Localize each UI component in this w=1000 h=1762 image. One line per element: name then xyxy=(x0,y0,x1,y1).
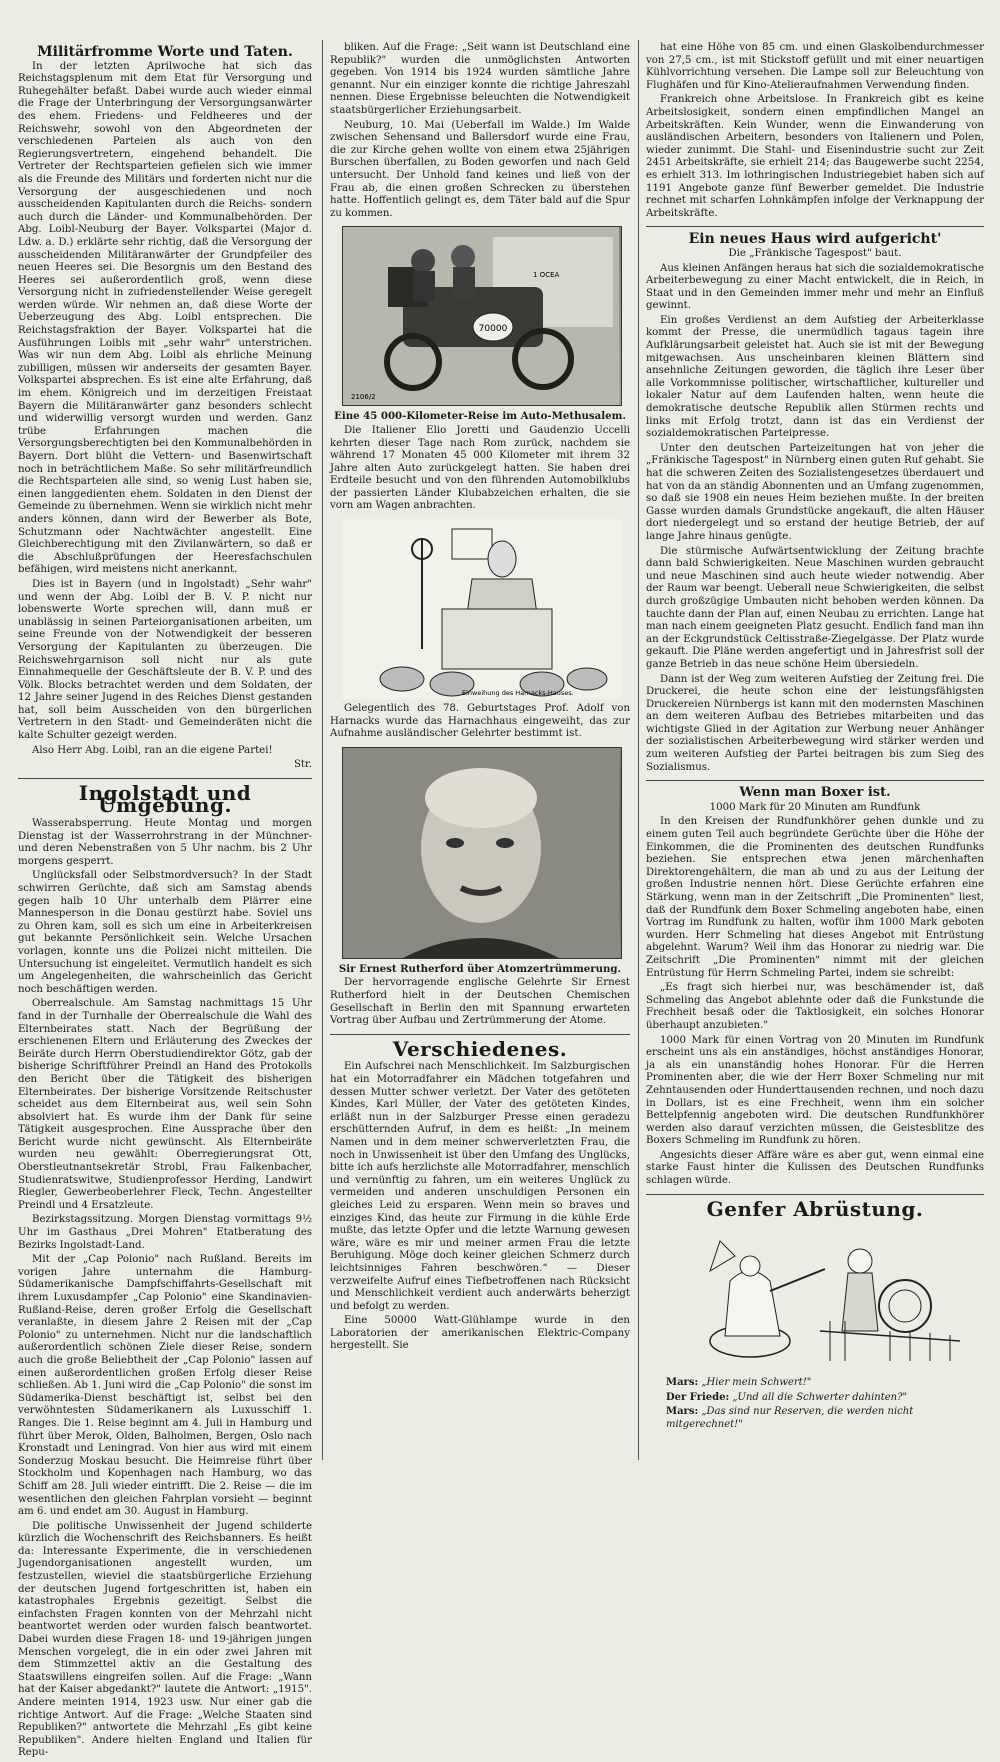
article-signature: Str. xyxy=(293,759,312,771)
mars-and-peace-drawing xyxy=(650,1221,980,1371)
section-title: Verschiedenes. xyxy=(392,1036,568,1061)
cartoon-illustration xyxy=(650,1221,980,1371)
plate-label: 1 OCEA xyxy=(533,271,560,280)
article-paragraph: Die politische Unwissenheit der Jugend schilderte kürzlich die Wochenschrift des Reichsbanners. Es heißt da: Interessante Experimente, die in verschiedenen Jugendorganisationen angestellt wurden, um festzustellen, wieviel die staatsbürgerliche Erziehung der deutschen Jugend fortgeschritten ist, haben ein katastrophales Ergebnis gezeitigt. Selbst die einfachsten Fragen konnten von der Mehrzahl nicht beantwortet werden oder wurden falsch beantwortet. Dabei wurden diese Fragen 18- und 19-jährigen jungen Menschen vorgelegt, die in ein oder zwei Jahren mit dem Stimmzettel aktiv an die Gestaltung des Staatswillens eingreifen sollen. Auf die Frage: „Wann hat der Kaiser abgedankt?" lautete die Antwort: „1915". Andere meinten 1914, 1923 usw. Nur einer gab die richtige Antwort. Auf die Frage: „Welche Staaten sind Republiken?" antwortete die Mehrzahl „Es gibt keine Republiken". Andere hielten England und Italien für Repu- xyxy=(18,1520,312,1759)
article-paragraph: Aus kleinen Anfängen heraus hat sich die sozialdemokratische Arbeiterbewegung zu einer Macht entwickelt, die in Reich, in Staat und in den Gemeinden immer mehr und mehr an Einfluß gewinnt. xyxy=(646,262,984,312)
article-paragraph: Angesichts dieser Affäre wäre es aber gut, wenn einmal eine starke Faust hinter die Kulissen des Deutschen Rundfunks schlagen würde. xyxy=(646,1149,984,1187)
cartoon-dialog-line: Mars: „Hier mein Schwert!" xyxy=(666,1377,812,1389)
separator xyxy=(330,1034,630,1035)
article-subtitle: Die „Fränkische Tagespost" baut. xyxy=(728,247,902,259)
inset-label: Einweihung des Harnacks-Hauses. xyxy=(462,689,574,698)
column-2 xyxy=(330,42,630,1355)
column-rule xyxy=(638,40,639,1460)
article-title: Wenn man Boxer ist. xyxy=(739,785,891,801)
article-title: Ein neues Haus wird aufgericht' xyxy=(688,231,942,248)
article-paragraph: Bezirkstagssitzung. Morgen Dienstag vormittags 9½ Uhr im Gasthaus „Drei Mohren" Etatberatung des Bezirks Ingolstadt-Land. xyxy=(18,1214,312,1251)
harnack-house-drawing xyxy=(342,519,622,699)
lecture-illustration xyxy=(342,519,618,699)
article-paragraph: Neuburg, 10. Mai (Ueberfall im Walde.) Im Walde zwischen Sehensand und Ballersdorf wurde eine Frau, die zur Kirche gehen wollte von einem etwa 25jährigen Burschen überfallen, zu Boden geworfen und nach Geld untersucht. Der Unhold fand keines und ließ von der Frau ab, die einen großen Schrecken zu überstehen hatte. Hoffentlich gelingt es, dem Täter bald auf die Spur zu kommen. xyxy=(330,119,630,219)
article-paragraph: Ein großes Verdienst an dem Aufstieg der Arbeiterklasse kommt der Presse, die unermüdlich tagaus tagein ihre Aufklärungsarbeit geleistet hat. Auch sie ist mit der Bewegung mitgewachsen. Aus unscheinbaren kleinen Blättern sind ansehnliche Zeitungen geworden, die täglich ihre Leser über alle Vorkommnisse politischer, wirtschaftlicher, kultureller und lokaler Natur auf dem Laufenden halten, wenn heute die demokratische deutsche Republik allen Stürmen rechts und links mit Erfolg trotzt, dann ist das ein Verdienst der sozialdemokratischen Parteipresse. xyxy=(646,314,984,440)
photo-caption: Der hervorragende englische Gelehrte Sir Ernest Rutherford hielt in der Deutschen Chemischen Gesellschaft in Berlin den mit Spannung erwarteten Vortrag über Aufbau und Zertrümmerung der Atome. xyxy=(330,977,630,1027)
photo-title: Eine 45 000-Kilometer-Reise im Auto-Methusalem. xyxy=(334,410,626,423)
photo-title: Sir Ernest Rutherford über Atomzertrümmerung. xyxy=(338,962,622,975)
separator xyxy=(646,780,984,781)
cartoon-title: Genfer Abrüstung. xyxy=(706,1196,924,1221)
rutherford-portrait xyxy=(342,747,622,959)
article-paragraph: Eine 50000 Watt-Glühlampe wurde in den Laboratorien der amerikanischen Elektric-Company hergestellt. Sie xyxy=(330,1315,630,1352)
plate-number: 70000 xyxy=(478,324,508,335)
article-paragraph: Unglücksfall oder Selbstmordversuch? In der Stadt schwirren Gerüchte, daß sich am Samstag abends gegen halb 10 Uhr unterhalb dem Plärrer eine Mannesperson in die Donau gestürzt habe. Soviel uns zu Ohren kam, soll es sich um eine in Arbeiterkreisen gut bekannte Persönlichkeit sein. Welche Ursachen vorlagen, konnte uns die Polizei nicht mitteilen. Die Untersuchung ist eingeleitet. Vermutlich handelt es sich um Angelegenheiten, die wahrscheinlich das Gericht noch beschäftigen werden. xyxy=(18,870,312,995)
portrait-illustration xyxy=(343,748,619,958)
article-subtitle: 1000 Mark für 20 Minuten am Rundfunk xyxy=(709,801,921,813)
article-paragraph: Mit der „Cap Polonio" nach Rußland. Bereits im vorigen Jahre unternahm die Hamburg-Südamerikanische Dampfschiffahrts-Gesellschaft mit ihrem Luxusdampfer „Cap Polonio" eine Skandinavien-Rußland-Reise, deren großer Erfolg die Gesellschaft veranlaßte, in diesem Jahre 2 Reisen mit der „Cap Polonio" zu unternehmen. Nicht nur die landschaftlich außerordentlich schönen Ziele dieser Reise, sondern auch die große Beliebtheit der „Cap Polonio" lassen auf einen außerordentlichen großen Erfolg dieser Reise schließen. Ab 1. Juni wird die „Cap Polonio" die sonst im Südamerika-Dienst beschäftigt ist, selbst bei den verwöhntesten Südamerikanern als Luxusschiff 1. Ranges. Die 1. Reise beginnt am 4. Juli in Hamburg und führt über Merok, Olden, Balholmen, Bergen, Oslo nach Kronstadt und Leningrad. Von hier aus wird mit einem Sonderzug Moskau besucht. Die Heimreise führt über Stockholm und Kopenhagen nach Hamburg, wo das Schiff am 28. Juli wieder eintrifft. Die 2. Reise — die im wesentlichen den gleichen Fahrplan vorsieht — beginnt am 6. und endet am 30. August in Hamburg. xyxy=(18,1254,312,1518)
article-paragraph: Oberrealschule. Am Samstag nachmittags 15 Uhr fand in der Turnhalle der Oberrealschule die Wahl des Elternbeirates statt. Nach der Begrüßung der erschienenen Eltern und Erläuterung des Zweckes der Beiräte durch Herrn Oberstudiendirektor Götz, gab der bisherige Schriftführer Preindl an Hand des Protokolls den Bericht über die Tätigkeit des bisherigen Elternbeirates. Der bisherige Vorsitzende Reitschuster scheidet aus dem Elternbeirat aus, weil sein Sohn absolviert hat. Es wurde ihm der Dank für seine Tätigkeit ausgesprochen. Eine Aussprache über den Bericht wurde nicht gewünscht. Als Elternbeiräte wurden neu gewählt: Oberregierungsrat Ott, Oberstleutnantsekretär Strobl, Frau Falkenbacher, Studienratswitwe, Studienprofessor Herding, Landwirt Riegler, Gewerbeoberlehrer Fleck, Techn. Angestellter Preindl und 4 Ersatzleute. xyxy=(18,998,312,1211)
article-paragraph: Also Herr Abg. Loibl, ran an die eigene Partei! xyxy=(32,744,273,756)
article-paragraph: hat eine Höhe von 85 cm. und einen Glaskolbendurchmesser von 27,5 cm., ist mit Stickstoff gefüllt und mit einer neuartigen Kühlvorrichtung versehen. Die Lampe soll zur Beleuchtung von Flughäfen und für Kino-Atelieraufnahmen Verwendung finden. xyxy=(646,42,984,91)
plate-id: 2106/2 xyxy=(351,393,376,402)
cartoon-dialog-line: Mars: „Das sind nur Reserven, die werden nicht mitgerechnet!" xyxy=(666,1406,914,1430)
section-title: Ingolstadt und Umgebung. xyxy=(78,780,252,818)
article-title: Militärfromme Worte und Taten. xyxy=(37,44,293,60)
column-rule xyxy=(322,40,323,1460)
photo-caption: Die Italiener Elio Joretti und Gaudenzio Uccelli kehrten dieser Tage nach Rom zurück, nachdem sie während 17 Monaten 45 000 Kilometer mit ihrem 32 Jahre alten Auto zurückgelegt hatten. Sie haben drei Erdteile besucht und von den führenden Automobilklubs der passierten Länder Klubabzeichen erhalten, die sie vorn am Wagen anbrachten. xyxy=(330,424,630,512)
article-paragraph: Frankreich ohne Arbeitslose. In Frankreich gibt es keine Arbeitslosigkeit, sondern einen empfindlichen Mangel an Arbeitskräften. Kein Wunder, wenn die Einwanderung von ausländischen Arbeitern, besonders von Italienern und Polen, wieder zunimmt. Die Stahl- und Eisenindustrie sucht zur Zeit 2451 Arbeitskräfte, sie erhielt 214; das Baugewerbe sucht 2254, es erhielt 313. Im lothringischen Industriegebiet haben sich auf 1191 Angebote ganze fünf Bewerber gemeldet. Die Industrie rechnet mit scharfen Lohnkämpfen infolge der Verknappung der Arbeitskräfte. xyxy=(646,94,984,219)
separator xyxy=(18,778,312,779)
separator xyxy=(646,226,984,227)
article-paragraph: Dies ist in Bayern (und in Ingolstadt) „Sehr wahr" und wenn der Abg. Loibl der B. V. P. nicht nur lobenswerte Worte sprechen will, dann muß er unablässig in seinen Parteiorganisationen arbeiten, um seine Freunde von der Notwendigkeit der besseren Versorgung der Kapitulanten zu überzeugen. Die Reichswehrgarnison soll nicht nur als gute Einnahmequelle der Geschäftsleute der B. V. P. und des Völk. Blocks betrachtet werden und dem Soldaten, der 12 Jahre seiner Jugend in des Reiches Dienst gestanden hat, soll beim Ausscheiden von den bürgerlichen Vertretern in den Stadt- und Gemeinderäten nicht die kalte Schulter gezeigt werden. xyxy=(18,578,312,742)
column-1 xyxy=(18,42,312,1762)
separator xyxy=(646,1194,984,1195)
article-paragraph: Ein Aufschrei nach Menschlichkeit. Im Salzburgischen hat ein Motorradfahrer ein Mädchen totgefahren und dessen Mutter schwer verletzt. Der Vater des getöteten Kindes, Karl Müller, der Vater des getöteten Kindes, erläßt nun in der Salzburger Presse einen geradezu erschütternden Aufruf, in dem es heißt: „In meinem Namen und in dem meiner schwerverletzten Frau, die noch in Unwissenheit ist über den Umfang des Unglücks, bitte ich aufs herzlichste alle Motorradfahrer, menschlich und vernünftig zu fahren, um ein weiteres Unglück zu vermeiden und anderen unschuldigen Personen ein gleiches Leid zu ersparen. Wenn mein so braves und einziges Kind, das heute zur Firmung in die kühle Erde mußte, das letzte Opfer und die letzte Warnung gewesen wäre, wäre es mir und meiner armen Frau die letzte Beruhigung. Möge doch keiner gleichen Schmerz durch leichtsinniges Fahren beschwören.“ — Dieser verzweifelte Aufruf eines Tiefbetroffenen nach Rücksicht und Menschlichkeit verdient auch anderwärts beherzigt und befolgt zu werden. xyxy=(330,1061,630,1312)
cartoon-dialog-line: Der Friede: „Und all die Schwerter dahinten?" xyxy=(666,1391,908,1403)
article-paragraph: Wasserabsperrung. Heute Montag und morgen Dienstag ist der Wasserrohrstrang in der Münchner- und deren Nebenstraßen von 5 Uhr nachm. bis 2 Uhr morgens gesperrt. xyxy=(18,818,312,867)
article-paragraph: In den Kreisen der Rundfunkhörer gehen dunkle und zu einem guten Teil auch begründete Gerüchte über die Höhe der Einkommen, die die Prominenten des deutschen Rundfunks beziehen. Sie entsprechen etwa jenen märchenhaften Direktorengehältern, die man ab und zu aus der Leitung der großen Industrie nennen hört. Diese Gerüchte erfahren eine Stärkung, wenn man in der Zeitschrift „Die Prominenten" liest, daß der Rundfunk dem Boxer Schmeling angeboten habe, einen Vortrag im Rundfunk zu halten, wofür ihm 1000 Mark geboten wurden. Herr Schmeling hat dieses Angebot mit Entrüstung abgelehnt. Warum? Weil ihm das Honorar zu niedrig war. Die Zeitschrift „Die Prominenten" nimmt mit der gleichen Entrüstung für Herrn Schmeling Partei, indem sie schreibt: xyxy=(646,816,984,979)
article-paragraph: In der letzten Aprilwoche hat sich das Reichstagsplenum mit dem Etat für Versorgung und Ruhegehälter befaßt. Dabei wurde auch wieder einmal die Frage der Unterbringung der Versorgungsanwärter des ehem. Friedens- und Feldheeres und der Reichswehr, sowohl von den Abgeordneten der verschiedenen Parteien als auch von den Regierungsvertretern, eingehend behandelt. Die Vertreter der Rechtsparteien gefielen sich wie immer als die Freunde des Militärs und forderten nicht nur die Versorgung der ausgeschiedenen und noch ausscheidenden Kapitulanten durch die Reichs- sondern auch durch die Länder- und Kommunalbehörden. Der Abg. Loibl-Neuburg der Bayer. Volkspartei (Major d. Ldw. a. D.) erklärte sehr richtig, daß die Versorgung der ausscheidenden Militäranwärter der Grundpfeiler des neuen Heeres sei. Die Besorgnis um den Bestand des Heeres sei außerordentlich groß, wenn diese Versorgung nicht in zufriedenstellender Weise geregelt werden würde. Wir nehmen an, daß diese Worte der Ueberzeugung des Abg. Loibl entsprechen. Die Reichstagsfraktion der Bayer. Volkspartei hat die Ausführungen Loibls mit „sehr wahr" unterstrichen. Was wir nun dem Abg. Loibl als ehrliche Meinung zubilligen, müssen wir anderseits der gesamten Bayer. Volkspartei absprechen. Es ist eine alte Erfahrung, daß im ehem. Königreich und im derzeitigen Freistaat Bayern die Militäranwärter ganz besonders schlecht und widerwillig versorgt wurden und werden. Ganz trübe Erfahrungen machen die Versorgungsberechtigten bei den Kommunalbehörden in Bayern. Dort blüht die Vettern- und Basenwirtschaft noch in beträchtlichem Maße. So sehr militärfreundlich die Rechtsparteien alle sind, so wenig Lust haben sie, einen langgedienten ehem. Soldaten in den Dienst der Gemeinde zu übernehmen. Wenn sie wirklich nicht mehr anders können, dann wird der Bewerber als Bote, Schutzmann oder Nachtwächter angestellt. Eine Gleichberechtigung mit den Zivilanwärtern, so daß er die Abschlußprüfungen der Heeresfachschulen befähigen, wird meistens nicht anerkannt. xyxy=(18,60,312,576)
car-illustration xyxy=(343,227,619,405)
article-paragraph: bliken. Auf die Frage: „Seit wann ist Deutschland eine Republik?" wurden die unmöglichsten Antworten gegeben. Von 1914 bis 1924 wurden sämtliche Jahre genannt. Nur ein einziger konnte die richtige Jahreszahl nennen. Diese Ergebnisse beleuchten die Notwendigkeit staatsbürgerlicher Erziehungsarbeit. xyxy=(330,42,630,116)
article-paragraph: „Es fragt sich hierbei nur, was beschämender ist, daß Schmeling das Angebot ablehnte oder daß die Funkstunde die Frechheit besaß oder die Taktlosigkeit, ein solches Honorar überhaupt anzubieten." xyxy=(646,982,984,1031)
article-paragraph: Dann ist der Weg zum weiteren Aufstieg der Zeitung frei. Die Druckerei, die heute schon eine der leistungsfähigsten Druckereien Nürnbergs ist kann mit den modernsten Maschinen an dem weiteren Aufbau des Betriebes mitarbeiten und das wichtigste Glied in der Agitation zur Werbung neuer Anhänger der sozialistischen Arbeiterbewegung wird stärker werden und zum weiteren Aufstieg der Partei beitragen bis zum Sieg des Sozialismus. xyxy=(646,673,984,773)
vintage-car-photo xyxy=(342,226,622,406)
photo-caption: Gelegentlich des 78. Geburtstages Prof. Adolf von Harnacks wurde das Harnachhaus eingeweiht, das zur Aufnahme ausländischer Gelehrter bestimmt ist. xyxy=(330,703,630,740)
article-paragraph: 1000 Mark für einen Vortrag von 20 Minuten im Rundfunk erscheint uns als ein anständiges, höchst anständiges Honorar, ja als ein unanständig hohes Honorar. Für die Herren Prominenten aber, die wie der Herr Boxer Schmeling nur mit Zehntausenden oder Hunderttausenden rechnen, und noch dazu in Dollars, ist es eine Frechheit, wenn ihm ein solcher Bettelpfennig angeboten wird. Die deutschen Rundfunkhörer werden also darauf verzichten müssen, die Geistesblitze des Boxers Schmeling im Rundfunk zu hören. xyxy=(646,1034,984,1147)
article-paragraph: Die stürmische Aufwärtsentwicklung der Zeitung brachte dann bald Schwierigkeiten. Neue Maschinen wurden gebraucht und neue Maschinen sind auch heute wieder notwendig. Aber der Raum war beengt. Ueberall neue Schwierigkeiten, die selbst durch großzügige Umbauten nicht behoben werden können. Da tauchte dann der Plan auf, einen Neubau zu errichten. Lange hat man nach einem geeigneten Platz gesucht. Endlich fand man ihn an der Eckgrundstück Celtisstraße-Ziegelgasse. Der Platz wurde gekauft. Die Pläne werden angefertigt und in Jahresfrist soll der ganze Betrieb in das neue schöne Heim übersiedeln. xyxy=(646,545,984,670)
column-3 xyxy=(646,42,984,1433)
article-paragraph: Unter den deutschen Parteizeitungen hat von jeher die „Fränkische Tagespost" in Nürnberg einen guten Ruf gehabt. Sie hat die schweren Zeiten des Sozialistengesetzes überdauert und hat von da an ständig Abonnenten und an Umfang zugenommen, so daß sie 1908 ein neues Heim beziehen mußte. In der breiten Gasse wurden damals Grundstücke angekauft, die alten Häuser dort niedergelegt und so erstand der heutige Betrieb, der auf lange Jahre hinaus genügte. xyxy=(646,442,984,542)
